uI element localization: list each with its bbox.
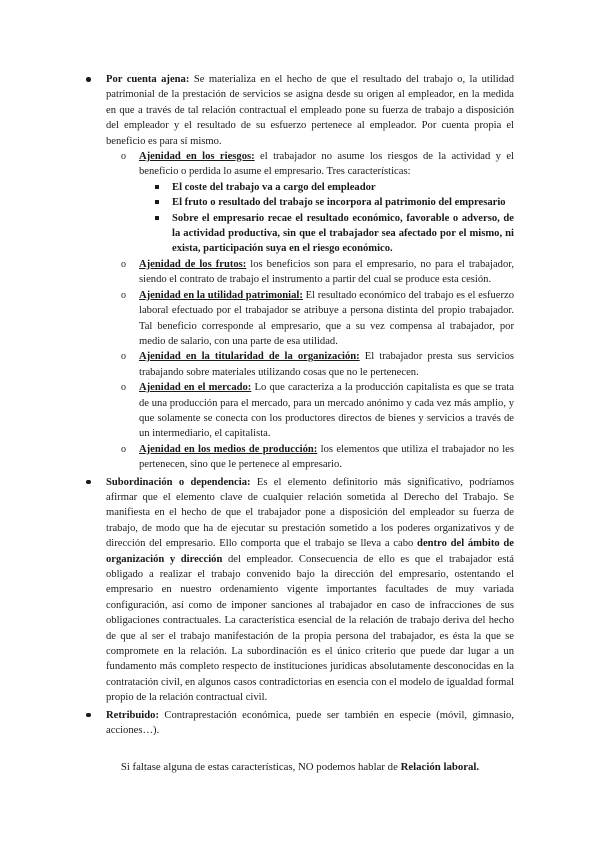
item-text: Contraprestación económica, puede ser también en especie (móvil, gimnasio, acciones…).	[106, 709, 514, 737]
ajenidad-sublist	[139, 149, 514, 473]
term-label: Ajenidad en el mercado:	[139, 382, 252, 394]
list-item-subordinacion	[106, 475, 514, 706]
list-item-por-cuenta-ajena	[106, 72, 514, 473]
term-label: Retribuido:	[106, 709, 159, 721]
sublist-item-frutos	[139, 257, 514, 288]
conclusion-bold: Relación laboral.	[400, 761, 480, 773]
item-text: el trabajador no asume los riesgos de la actividad y el beneficio o perdida lo asume el empresario. Tres características:	[139, 151, 514, 178]
item-text: El resultado económico del trabajo es el esfuerzo laboral efectuado por el trabajador se atribuye a persona distinta del propio trabajador. Tal beneficio corresponde al empresario, que a su vez compensa al trabajador, por medio de salario, con una parte de esa utilidad.	[139, 289, 514, 347]
item-text: los elementos que utiliza el trabajador no les pertenecen, sino que le pertenece al empresario.	[139, 443, 514, 471]
characteristics-list	[106, 72, 514, 740]
item-text: Lo que caracteriza a la producción capitalista es que se trata de una producción para el mercado, para un mercado anónimo y cada vez más amplio, y que solamente se conecta con los productores directos de bienes y servicios a través de un intermediario, el capitalista.	[139, 382, 515, 440]
sublist-item-utilidad	[139, 288, 514, 350]
feature-item: El coste del trabajo va a cargo del empleador	[172, 180, 514, 195]
bold-phrase: dentro del ámbito de organización y dirección	[106, 538, 514, 565]
sublist-item-riesgos	[139, 149, 514, 257]
conclusion-line	[0, 760, 600, 775]
term-label: Ajenidad en los medios de producción:	[139, 443, 318, 455]
term-label: Por cuenta ajena:	[106, 74, 190, 85]
term-label: Ajenidad en la titularidad de la organización:	[139, 351, 360, 363]
sublist-item-titularidad	[139, 349, 514, 380]
term-label: Subordinación o dependencia:	[106, 476, 251, 488]
term-label: Ajenidad en los riesgos:	[139, 151, 255, 163]
term-label: Ajenidad en la utilidad patrimonial:	[139, 289, 303, 301]
item-text: Es el elemento definitorio más significativo, podríamos afirmar que el elemento clave de cualquier relación sometida al Derecho del Trabajo. Se manifiesta en el hecho de que el trabajador pone a disposición del empleador su fuerza de trabajo, de modo que ha de ejecutar su prestación sometido a los poderes organizativos y de dirección del empresario. Ello comporta que el trabajo se lleva a cabo	[106, 476, 515, 550]
item-text: El trabajador presta sus servicios trabajando sobre materiales utilizando cosas que no le pertenecen.	[139, 351, 515, 378]
feature-item: Sobre el empresario recae el resultado económico, favorable o adverso, de la actividad productiva, sin que el trabajador sea afectado por el mismo, ni exista, participación suya en el riesgo económico.	[172, 211, 514, 257]
item-text: Se materializa en el hecho de que el resultado del trabajo o, la utilidad patrimonial de la prestación de servicios se asigna desde su origen al empleador, en la medida en que a través de tal relación contractual el empleado pone su fuerza de trabajo a disposición del empleador y el resultado de su esfuerzo pertenece al empleador. Por cuenta propia el beneficio es para sí mismo.	[106, 74, 514, 147]
features-list	[172, 180, 514, 257]
conclusion-text: Si faltase alguna de estas características, NO podemos hablar de	[120, 761, 401, 773]
list-item-retribuido	[106, 708, 514, 739]
sublist-item-mercado	[139, 380, 514, 442]
item-text: del empleador. Consecuencia de ello es que el trabajador está obligado a realizar el trabajo convenido bajo la dirección del empresario, ostentando el empresario en nuestro ordenamiento vigente importantes facultades de muy variada configuración, así como de imponer sanciones al trabajador en caso de infracciones de sus obligaciones contractuales. La característica esencial de la relación de trabajo deriva del hecho de que al ser el trabajo manifestación de la propia persona del trabajador, es ésta la que se compromete en la relación. La subordinación es el único criterio que puede dar lugar a un fundamento más completo respecto de instituciones jurídicas absolutamente desconocidas en la contratación civil, en algunos casos contradictorias en esencia con el modelo de igualdad formal propio de la relación contractual civil.	[106, 553, 514, 704]
sublist-item-medios	[139, 442, 514, 473]
feature-item: El fruto o resultado del trabajo se incorpora al patrimonio del empresario	[172, 195, 514, 210]
item-text: los beneficios son para el empresario, no para el trabajador, siendo el contrato de trabajo el instrumento a partir del cual se produce esta cesión.	[139, 258, 515, 286]
term-label: Ajenidad de los frutos:	[139, 258, 247, 270]
